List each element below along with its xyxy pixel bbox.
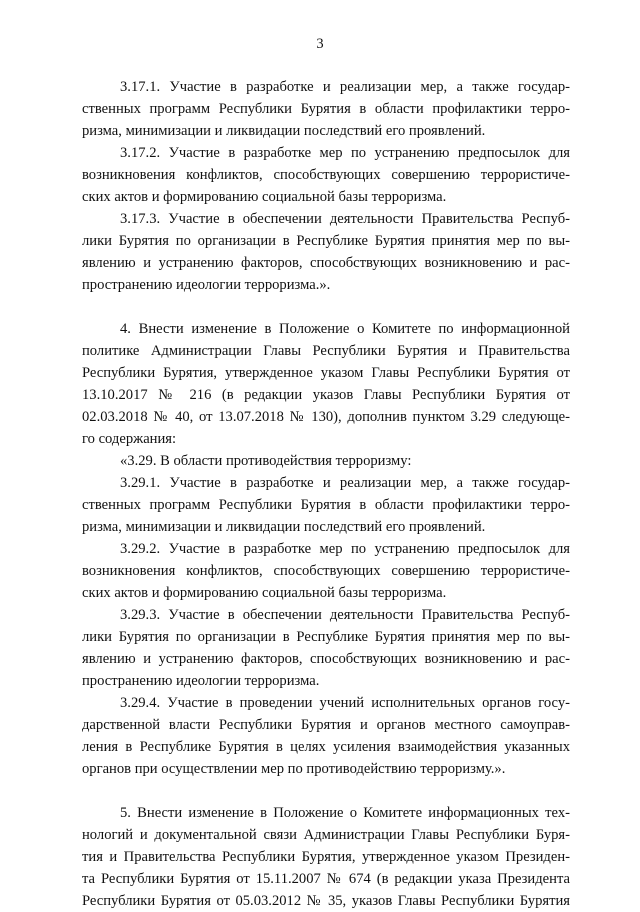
page-number: 3: [316, 36, 324, 52]
paragraph-3-29-3-line-4: пространению идеологии терроризма.: [82, 673, 320, 689]
paragraph-3-29-4-line-3: ления в Республике Бурятия в целях усиления взаимодействия указанных: [82, 739, 570, 755]
paragraph-item-4-line-2: политике Администрации Главы Республики Бурятия и Правительства: [82, 343, 570, 359]
paragraph-item-4-line-3: Республики Бурятия, утвержденное указом Главы Республики Бурятия от: [82, 365, 570, 381]
paragraph-3-29-1-line-1: 3.29.1. Участие в разработке и реализации мер, а также государ-: [120, 475, 570, 491]
paragraph-item-5-line-5: Республики Бурятия от 05.03.2012 № 35, указов Главы Республики Бурятия: [82, 893, 570, 909]
paragraph-3-17-3-line-4: пространению идеологии терроризма.».: [82, 277, 331, 293]
paragraph-3-17-1-line-2: ственных программ Республики Бурятия в области профилактики терро-: [82, 101, 570, 117]
paragraph-item-4-line-1: 4. Внести изменение в Положение о Комитете по информационной: [120, 321, 570, 337]
paragraph-item-5-line-1: 5. Внести изменение в Положение о Комитете информационных тех-: [120, 805, 570, 821]
paragraph-3-17-2-line-3: ских актов и формированию социальной базы терроризма.: [82, 189, 447, 205]
paragraph-3-29-4-line-2: дарственной власти Республики Бурятия и органов местного самоуправ-: [82, 717, 570, 733]
paragraph-3-29-4-line-1: 3.29.4. Участие в проведении учений исполнительных органов госу-: [120, 695, 570, 711]
paragraph-item-5-line-4: та Республики Бурятия от 15.11.2007 № 674 (в редакции указа Президента: [82, 871, 570, 887]
paragraph-item-4-line-4: 13.10.2017 № 216 (в редакции указов Главы Республики Бурятия от: [82, 387, 570, 403]
paragraph-3-29-3-line-3: явлению и устранению факторов, способствующих возникновению и рас-: [82, 651, 570, 667]
paragraph-3-17-3-line-1: 3.17.3. Участие в обеспечении деятельности Правительства Респуб-: [120, 211, 570, 227]
paragraph-item-5-line-2: нологий и документальной связи Администрации Главы Республики Буря-: [82, 827, 570, 843]
paragraph-3-29-2-line-2: возникновения конфликтов, способствующих совершению террористиче-: [82, 563, 570, 579]
paragraph-3-29-2-line-3: ских актов и формированию социальной базы терроризма.: [82, 585, 447, 601]
paragraph-item-4-line-5: 02.03.2018 № 40, от 13.07.2018 № 130), дополнив пунктом 3.29 следующе-: [82, 409, 570, 425]
paragraph-3-17-2-line-1: 3.17.2. Участие в разработке мер по устранению предпосылок для: [120, 145, 570, 161]
paragraph-3-17-2-line-2: возникновения конфликтов, способствующих совершению террористиче-: [82, 167, 570, 183]
paragraph-3-29-heading: «3.29. В области противодействия терроризму:: [120, 453, 412, 469]
paragraph-3-29-1-line-2: ственных программ Республики Бурятия в области профилактики терро-: [82, 497, 570, 513]
paragraph-3-29-2-line-1: 3.29.2. Участие в разработке мер по устранению предпосылок для: [120, 541, 570, 557]
paragraph-item-5-line-3: тия и Правительства Республики Бурятия, утвержденное указом Президен-: [82, 849, 570, 865]
paragraph-3-29-4-line-4: органов при осуществлении мер по противодействию терроризму.».: [82, 761, 506, 777]
paragraph-3-17-3-line-2: лики Бурятия по организации в Республике Бурятия принятия мер по вы-: [82, 233, 570, 249]
paragraph-3-29-3-line-1: 3.29.3. Участие в обеспечении деятельности Правительства Респуб-: [120, 607, 570, 623]
paragraph-3-17-1-line-3: ризма, минимизации и ликвидации последствий его проявлений.: [82, 123, 486, 139]
paragraph-3-29-1-line-3: ризма, минимизации и ликвидации последствий его проявлений.: [82, 519, 486, 535]
paragraph-3-17-3-line-3: явлению и устранению факторов, способствующих возникновению и рас-: [82, 255, 570, 271]
paragraph-3-29-3-line-2: лики Бурятия по организации в Республике Бурятия принятия мер по вы-: [82, 629, 570, 645]
paragraph-item-4-line-6: го содержания:: [82, 431, 177, 447]
paragraph-3-17-1-line-1: 3.17.1. Участие в разработке и реализации мер, а также государ-: [120, 79, 570, 95]
